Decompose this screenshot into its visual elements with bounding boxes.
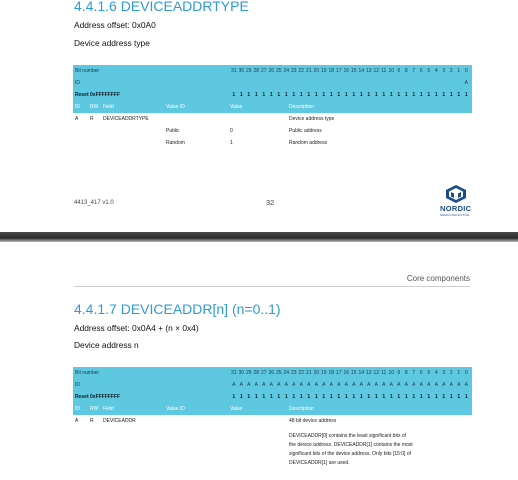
footer-page-number: 32	[266, 198, 275, 207]
id-row: ID A A A A A A A A A A A A A A A A A A A A A A A A A A A A A A A A	[73, 379, 472, 391]
bit-number-cell: 10	[388, 68, 395, 74]
bit-id-cell: A	[412, 382, 416, 388]
bit-id-cell: A	[239, 382, 243, 388]
reset-bit-cell: 1	[307, 394, 311, 400]
bit-number-cell: 1	[457, 370, 461, 376]
bit-number-cell: 11	[381, 68, 387, 74]
bit-id-cell: A	[314, 382, 318, 388]
reset-bit-cell: 1	[254, 394, 258, 400]
reset-bit-cell: 1	[277, 394, 281, 400]
reset-bit-cell: 1	[419, 394, 423, 400]
reset-bit-cell: 1	[247, 394, 251, 400]
bit-number-cell: 19	[320, 370, 327, 376]
bit-number-cell: 13	[365, 68, 372, 74]
reset-bits	[230, 391, 470, 403]
table-row: Public 0 Public address	[166, 128, 322, 134]
bit-number-cell: 26	[268, 68, 275, 74]
bit-id-cell: A	[254, 382, 258, 388]
reset-bit-cell: 1	[314, 394, 318, 400]
bit-id-cell: A	[322, 382, 326, 388]
reset-bit-cell: 1	[322, 92, 326, 98]
reset-bit-cell: 1	[284, 92, 288, 98]
bit-number-cell: 31	[230, 370, 237, 376]
bit-number-cell: 17	[335, 68, 342, 74]
reset-bit-cell: 1	[344, 92, 348, 98]
bit-number-row: Bit number 31 30 29 28 27 26 25 24 23 22 21 20 19 18 17 16 15 14 13 12 11 10 9 8 7 6 5 4 3 2 1 0	[73, 65, 472, 77]
bit-number-cell: 12	[373, 370, 380, 376]
reset-bit-cell: 1	[397, 394, 401, 400]
reset-bit-cell: 1	[464, 92, 468, 98]
bit-id-cell	[298, 77, 306, 89]
reset-bit-cell: 1	[292, 92, 296, 98]
bit-number-cell: 12	[373, 68, 380, 74]
bit-number-cell: 20	[313, 370, 320, 376]
bit-number-cell: 27	[260, 370, 267, 376]
bit-id-cell	[313, 77, 321, 89]
table-row: Random 1 Random address	[166, 140, 328, 146]
address-offset: Address offset: 0x0A4 + (n × 0x4)	[74, 323, 199, 333]
reset-bit-cell: 1	[292, 394, 296, 400]
reset-bit-cell: 1	[412, 92, 416, 98]
reset-bit-cell: 1	[359, 92, 363, 98]
reset-bit-cell: 1	[449, 394, 453, 400]
bit-id-cell	[358, 77, 366, 89]
bit-id-cell	[448, 77, 456, 89]
bit-id-cell: A	[307, 382, 311, 388]
reset-bit-cell: 1	[442, 394, 446, 400]
bit-id-cell: A	[292, 382, 296, 388]
bit-id-cell	[245, 77, 253, 89]
bit-id-cell: A	[367, 382, 371, 388]
reset-bit-cell: 1	[367, 92, 371, 98]
bit-number-cell: 29	[245, 68, 252, 74]
bit-id-cell	[253, 77, 261, 89]
bit-number-cell: 5	[427, 370, 431, 376]
bit-number-cell: 5	[427, 68, 431, 74]
bit-id-cell	[238, 77, 246, 89]
reset-bit-cell: 1	[232, 394, 236, 400]
reset-bit-cell: 1	[232, 92, 236, 98]
bit-id-cell: A	[352, 382, 356, 388]
bit-number-cell: 7	[412, 68, 416, 74]
bit-id-cell: A	[382, 382, 386, 388]
bit-number-cell: 9	[397, 68, 401, 74]
reset-bit-cell: 1	[329, 394, 333, 400]
bit-numbers	[230, 367, 470, 379]
bit-id-cell	[230, 77, 238, 89]
reset-bit-cell: 1	[254, 92, 258, 98]
reset-bit-cell: 1	[442, 92, 446, 98]
table-row: A R DEVICEADDRTYPE Device address type	[75, 116, 335, 122]
bit-number-cell: 4	[434, 68, 438, 74]
page-divider	[0, 232, 518, 242]
bit-id-cell: A	[344, 382, 348, 388]
bit-number-cell: 16	[343, 370, 350, 376]
document-page-top	[0, 0, 518, 232]
register-description: Device address n	[74, 340, 139, 350]
bit-number-cell: 2	[449, 370, 453, 376]
register-table	[73, 65, 472, 149]
bit-id-cell	[418, 77, 426, 89]
reset-bit-cell: 1	[239, 92, 243, 98]
bit-id-cell	[440, 77, 448, 89]
bit-id-cell	[283, 77, 291, 89]
reset-bit-cell: 1	[389, 92, 393, 98]
bit-number-cell: 11	[381, 370, 387, 376]
reset-bit-cell: 1	[464, 394, 468, 400]
bit-number-cell: 30	[238, 370, 245, 376]
bit-number-cell: 14	[358, 68, 365, 74]
bit-id-cell	[373, 77, 381, 89]
nordic-logo-icon	[445, 185, 467, 203]
bit-number-cell: 8	[404, 68, 408, 74]
bit-id-cell: A	[442, 382, 446, 388]
bit-number-cell: 10	[388, 370, 395, 376]
bit-id-cell	[433, 77, 441, 89]
document-page-bottom	[0, 242, 518, 480]
bit-id-cell	[290, 77, 298, 89]
bit-number-cell: 9	[397, 370, 401, 376]
bit-field-ids	[230, 77, 470, 89]
reset-bit-cell: 1	[374, 394, 378, 400]
bit-number-cell: 29	[245, 370, 252, 376]
bit-number-cell: 21	[305, 370, 312, 376]
bit-id-cell: A	[247, 382, 251, 388]
bit-id-cell: A	[434, 382, 438, 388]
bit-id-cell: A	[262, 382, 266, 388]
field-header-row: ID RW Field Value ID Value Description	[73, 403, 472, 415]
bit-id-cell: A	[397, 382, 401, 388]
bit-number-cell: 16	[343, 68, 350, 74]
reset-row: Reset 0xFFFFFFFF 1 1 1 1 1 1 1 1 1 1 1 1 1 1 1 1 1 1 1 1 1 1 1 1 1 1 1 1 1 1 1 1	[73, 89, 472, 101]
bit-id-cell	[343, 77, 351, 89]
bit-number-cell: 8	[404, 370, 408, 376]
bit-number-cell: 28	[253, 68, 260, 74]
address-offset: Address offset: 0x0A0	[74, 20, 156, 30]
bit-id-cell	[328, 77, 336, 89]
bit-number-cell: 27	[260, 68, 267, 74]
reset-bit-cell: 1	[367, 394, 371, 400]
id-row: ID A	[73, 77, 472, 89]
bit-number-cell: 20	[313, 68, 320, 74]
bit-number-cell: 6	[419, 370, 423, 376]
bit-id-cell	[410, 77, 418, 89]
bit-id-cell: A	[337, 382, 341, 388]
reset-bit-cell: 1	[262, 394, 266, 400]
bit-number-row: Bit number 31 30 29 28 27 26 25 24 23 22 21 20 19 18 17 16 15 14 13 12 11 10 9 8 7 6 5 4 3 2 1 0	[73, 367, 472, 379]
reset-bit-cell: 1	[247, 92, 251, 98]
bit-id-cell: A	[464, 80, 468, 86]
bit-number-cell: 6	[419, 68, 423, 74]
bit-id-cell	[335, 77, 343, 89]
register-description: Device address type	[74, 38, 150, 48]
bit-number-cell: 2	[449, 68, 453, 74]
bit-id-cell	[388, 77, 396, 89]
bit-id-cell	[275, 77, 283, 89]
bit-id-cell: A	[374, 382, 378, 388]
bit-number-cell: 31	[230, 68, 237, 74]
bit-number-cell: 15	[350, 370, 357, 376]
reset-bit-cell: 1	[382, 92, 386, 98]
footer-doc-version: 4413_417 v1.0	[74, 200, 114, 206]
field-header-row: ID RW Field Value ID Value Description	[73, 101, 472, 113]
bit-number-cell: 17	[335, 370, 342, 376]
reset-bit-cell: 1	[449, 92, 453, 98]
running-header: Core components	[406, 274, 470, 283]
reset-bit-cell: 1	[397, 92, 401, 98]
bit-field-ids	[230, 379, 470, 391]
bit-id-cell: A	[329, 382, 333, 388]
section-heading-deviceaddrtype: 4.4.1.6 DEVICEADDRTYPE	[74, 0, 249, 14]
header-rule	[74, 286, 470, 287]
reset-bit-cell: 1	[457, 394, 461, 400]
bit-id-cell: A	[359, 382, 363, 388]
bit-number-cell: 4	[434, 370, 438, 376]
reset-bit-cell: 1	[239, 394, 243, 400]
bit-number-cell: 0	[464, 68, 468, 74]
bit-id-cell	[365, 77, 373, 89]
bit-id-cell: A	[389, 382, 393, 388]
bit-id-cell: A	[404, 382, 408, 388]
bit-id-cell	[425, 77, 433, 89]
reset-bit-cell: 1	[359, 394, 363, 400]
reset-bit-cell: 1	[457, 92, 461, 98]
bit-numbers	[230, 65, 470, 77]
reset-bits	[230, 89, 470, 101]
reset-bit-cell: 1	[322, 394, 326, 400]
bit-number-cell: 25	[275, 370, 282, 376]
bit-number-cell: 14	[358, 370, 365, 376]
bit-number-cell: 15	[350, 68, 357, 74]
bit-id-cell: A	[427, 382, 431, 388]
bit-number-cell: 25	[275, 68, 282, 74]
bit-id-cell	[403, 77, 411, 89]
reset-bit-cell: 1	[389, 394, 393, 400]
bit-id-cell	[320, 77, 328, 89]
reset-bit-cell: 1	[427, 394, 431, 400]
table-row: A R DEVICEADDR 48 bit device address	[75, 418, 337, 424]
bit-id-cell: A	[457, 382, 461, 388]
reset-bit-cell: 1	[352, 394, 356, 400]
bit-id-cell: A	[269, 382, 273, 388]
bit-number-cell: 22	[298, 68, 305, 74]
register-table	[73, 367, 472, 427]
bit-id-cell: A	[299, 382, 303, 388]
bit-id-cell	[380, 77, 388, 89]
reset-bit-cell: 1	[262, 92, 266, 98]
bit-number-cell: 24	[283, 68, 290, 74]
reset-bit-cell: 1	[337, 92, 341, 98]
bit-number-cell: 3	[442, 370, 446, 376]
reset-bit-cell: 1	[284, 394, 288, 400]
reset-bit-cell: 1	[404, 394, 408, 400]
bit-number-cell: 18	[328, 68, 335, 74]
bit-number-cell: 23	[290, 68, 297, 74]
reset-bit-cell: 1	[329, 92, 333, 98]
reset-bit-cell: 1	[404, 92, 408, 98]
reset-bit-cell: 1	[382, 394, 386, 400]
bit-id-cell	[260, 77, 268, 89]
bit-number-cell: 3	[442, 68, 446, 74]
bit-id-cell	[395, 77, 403, 89]
reset-bit-cell: 1	[314, 92, 318, 98]
reset-bit-cell: 1	[337, 394, 341, 400]
field-long-description: DEVICEADDR[0] contains the least significant bits of the device address. DEVICEADDR[1] contains the most significant bits of the device address. Only bits [15:0] of DEVICEADDR[1] are used.	[289, 433, 413, 466]
bit-number-cell: 26	[268, 370, 275, 376]
bit-number-cell: 21	[305, 68, 312, 74]
reset-bit-cell: 1	[374, 92, 378, 98]
reset-bit-cell: 1	[307, 92, 311, 98]
reset-row: Reset 0xFFFFFFFF 1 1 1 1 1 1 1 1 1 1 1 1 1 1 1 1 1 1 1 1 1 1 1 1 1 1 1 1 1 1 1 1	[73, 391, 472, 403]
reset-bit-cell: 1	[352, 92, 356, 98]
bit-id-cell	[268, 77, 276, 89]
reset-bit-cell: 1	[412, 394, 416, 400]
bit-id-cell	[305, 77, 313, 89]
bit-number-cell: 22	[298, 370, 305, 376]
bit-number-cell: 28	[253, 370, 260, 376]
reset-bit-cell: 1	[427, 92, 431, 98]
bit-id-cell: A	[284, 382, 288, 388]
reset-bit-cell: 1	[269, 394, 273, 400]
reset-bit-cell: 1	[269, 92, 273, 98]
bit-id-cell: A	[277, 382, 281, 388]
bit-number-cell: 7	[412, 370, 416, 376]
reset-bit-cell: 1	[299, 394, 303, 400]
bit-id-cell	[455, 77, 463, 89]
bit-number-cell: 19	[320, 68, 327, 74]
nordic-logo: NORDIC SEMICONDUCTOR	[440, 185, 472, 217]
reset-bit-cell: 1	[434, 92, 438, 98]
bit-id-cell: A	[464, 382, 468, 388]
reset-bit-cell: 1	[419, 92, 423, 98]
bit-number-cell: 0	[464, 370, 468, 376]
bit-number-cell: 18	[328, 370, 335, 376]
reset-bit-cell: 1	[277, 92, 281, 98]
section-heading-deviceaddr: 4.4.1.7 DEVICEADDR[n] (n=0..1)	[74, 301, 281, 317]
bit-number-cell: 13	[365, 370, 372, 376]
bit-number-cell: 30	[238, 68, 245, 74]
bit-id-cell: A	[419, 382, 423, 388]
bit-number-cell: 23	[290, 370, 297, 376]
reset-bit-cell: 1	[344, 394, 348, 400]
bit-id-cell: A	[232, 382, 236, 388]
reset-bit-cell: 1	[299, 92, 303, 98]
bit-id-cell	[350, 77, 358, 89]
reset-bit-cell: 1	[434, 394, 438, 400]
bit-id-cell: A	[449, 382, 453, 388]
bit-number-cell: 1	[457, 68, 461, 74]
bit-number-cell: 24	[283, 370, 290, 376]
